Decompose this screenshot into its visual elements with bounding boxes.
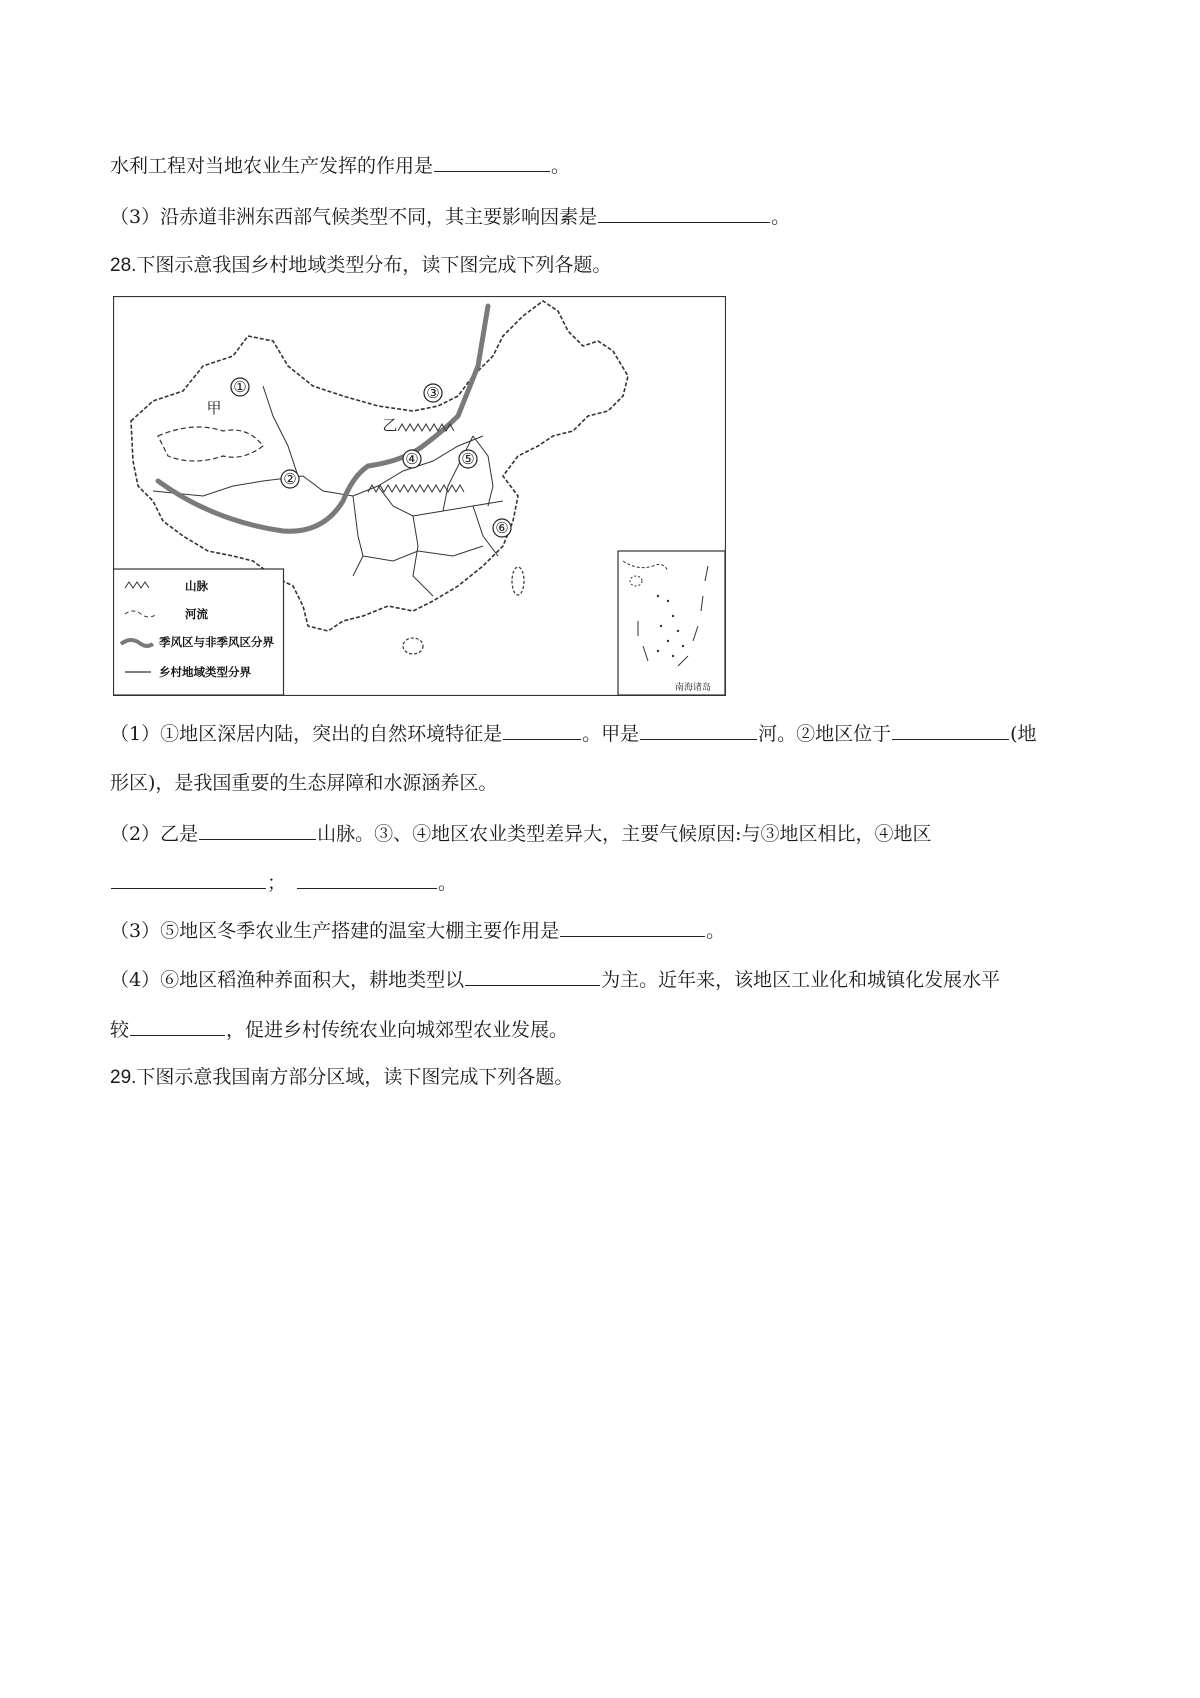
text: 。 <box>551 155 571 177</box>
legend-mountain: 山脉 <box>185 579 208 593</box>
text: 。 <box>438 872 458 894</box>
text: 。 <box>771 206 791 228</box>
question-28-part-3 <box>110 918 725 943</box>
question-27-part-3 <box>110 204 790 229</box>
text: ； <box>267 872 287 894</box>
answer-blank[interactable] <box>465 967 600 986</box>
label-yi: 乙 <box>382 416 398 434</box>
label-jia: 甲 <box>206 399 222 417</box>
question-number: 29. <box>110 1067 137 1088</box>
text: （2）乙是 <box>110 823 199 845</box>
region-6-label: ⑥ <box>495 519 509 537</box>
answer-blank[interactable] <box>640 721 757 740</box>
question-28-part-2-line2 <box>110 870 457 895</box>
legend-rural: 乡村地域类型分界 <box>159 665 251 679</box>
south-china-sea-inset <box>618 551 725 695</box>
region-1-label: ① <box>233 378 247 396</box>
answer-blank[interactable] <box>503 721 581 740</box>
question-text: 下图示意我国乡村地域类型分布，读下图完成下列各题。 <box>136 254 612 276</box>
text: 水利工程对当地农业生产发挥的作用是 <box>110 155 434 177</box>
question-29-heading <box>110 1065 573 1090</box>
text: 形区)，是我国重要的生态屏障和水源涵养区。 <box>110 772 498 794</box>
region-3-label: ③ <box>426 384 440 402</box>
question-28-part-1-line1 <box>110 721 1037 746</box>
question-28-part-4-line1 <box>110 967 1000 992</box>
answer-blank[interactable] <box>199 821 316 840</box>
text: 河。②地区位于 <box>758 723 892 745</box>
inset-label: 南海诸岛 <box>674 683 712 693</box>
question-28-part-4-line2 <box>110 1017 568 1042</box>
text: 。 <box>706 920 726 942</box>
question-28-part-1-line2 <box>110 771 497 795</box>
region-5-label: ⑤ <box>461 450 475 468</box>
answer-blank[interactable] <box>598 204 770 223</box>
question-28-part-2-line1 <box>110 821 932 846</box>
map-legend <box>114 569 284 695</box>
legend-monsoon: 季风区与非季风区分界 <box>159 635 274 649</box>
question-28-heading <box>110 253 611 278</box>
text: ，促进乡村传统农业向城郊型农业发展。 <box>226 1019 569 1041</box>
text: （4）⑥地区稻渔种养面积大，耕地类型以 <box>110 969 465 991</box>
text: （1）①地区深居内陆，突出的自然环境特征是 <box>110 723 503 745</box>
answer-blank[interactable] <box>560 918 705 937</box>
question-text: 下图示意我国南方部分区域，读下图完成下列各题。 <box>136 1066 574 1088</box>
text: (地 <box>1010 723 1037 745</box>
question-number: 28. <box>110 255 137 276</box>
text: 为主。近年来，该地区工业化和城镇化发展水平 <box>601 969 1001 991</box>
text: 较 <box>110 1019 130 1041</box>
answer-blank[interactable] <box>434 153 550 172</box>
region-4-label: ④ <box>405 450 419 468</box>
answer-line-water-project <box>110 153 570 178</box>
region-2-label: ② <box>283 470 297 488</box>
answer-blank[interactable] <box>130 1017 225 1036</box>
text: 山脉。③、④地区农业类型差异大，主要气候原因:与③地区相比，④地区 <box>317 823 932 845</box>
text: （3）沿赤道非洲东西部气候类型不同，其主要影响因素是 <box>110 206 598 228</box>
legend-river: 河流 <box>185 607 208 621</box>
answer-blank[interactable] <box>892 721 1009 740</box>
text: （3）⑤地区冬季农业生产搭建的温室大棚主要作用是 <box>110 920 560 942</box>
answer-blank[interactable] <box>297 870 437 889</box>
china-rural-region-map <box>113 296 726 696</box>
text: 。甲是 <box>582 723 640 745</box>
answer-blank[interactable] <box>111 870 266 889</box>
